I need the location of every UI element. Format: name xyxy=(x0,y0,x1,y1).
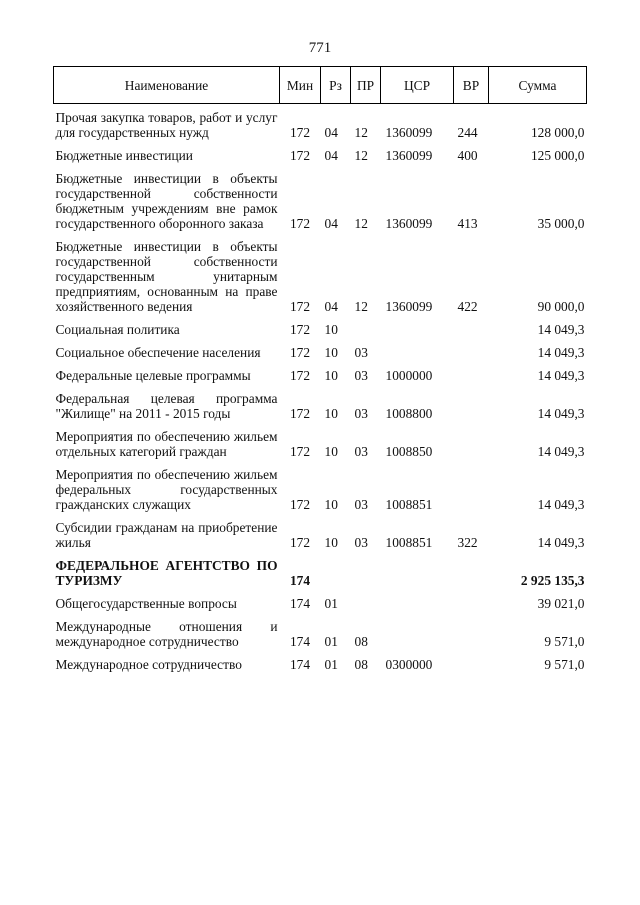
cell-min: 174 xyxy=(289,634,311,649)
cell-csr: 1008800 xyxy=(385,406,433,421)
cell-name: Федеральные целевые программы xyxy=(55,368,251,383)
cell-rz: 10 xyxy=(324,406,338,421)
cell-sum: 14 049,3 xyxy=(537,535,585,550)
cell-sum: 14 049,3 xyxy=(537,368,585,383)
cell-csr xyxy=(381,339,454,362)
cell-csr: 1360099 xyxy=(385,125,433,140)
cell-pr: 03 xyxy=(354,535,368,550)
cell-name: Прочая закупка товаров, работ и услуг для государственных нужд xyxy=(55,110,278,140)
cell-name: Мероприятия по обеспечению жильем федеральных государственных гражданских служащих xyxy=(55,467,278,512)
cell-min: 172 xyxy=(289,148,311,163)
cell-pr xyxy=(351,590,381,613)
cell-name: Международные отношения и международное сотрудничество xyxy=(55,619,278,649)
table-row xyxy=(54,165,587,233)
cell-name: Бюджетные инвестиции в объекты государственной собственности бюджетным учреждениям вне рамок государственного оборонного заказа xyxy=(55,171,278,231)
cell-min: 172 xyxy=(289,345,311,360)
cell-csr: 1360099 xyxy=(385,148,433,163)
cell-name: Бюджетные инвестиции xyxy=(55,148,193,163)
cell-vr xyxy=(454,316,489,339)
cell-pr: 12 xyxy=(354,216,368,231)
cell-min: 172 xyxy=(289,444,311,459)
cell-rz: 01 xyxy=(324,634,338,649)
cell-rz: 10 xyxy=(324,345,338,360)
cell-vr xyxy=(454,651,489,674)
table-row xyxy=(54,514,587,552)
header-name: Наименование xyxy=(54,67,280,104)
cell-csr: 1008851 xyxy=(385,535,433,550)
table-row xyxy=(54,316,587,339)
cell-min: 174 xyxy=(289,596,311,611)
header-pr: ПР xyxy=(351,67,381,104)
cell-sum: 2 925 135,3 xyxy=(520,573,585,588)
cell-name: Общегосударственные вопросы xyxy=(55,596,237,611)
cell-sum: 9 571,0 xyxy=(544,657,585,672)
cell-vr: 244 xyxy=(457,125,478,140)
cell-sum: 14 049,3 xyxy=(537,406,585,421)
cell-vr: 400 xyxy=(457,148,478,163)
cell-rz: 04 xyxy=(324,125,338,140)
cell-pr xyxy=(351,316,381,339)
table-header-row xyxy=(54,67,587,104)
cell-sum: 90 000,0 xyxy=(537,299,585,314)
cell-vr xyxy=(454,339,489,362)
cell-pr: 03 xyxy=(354,406,368,421)
cell-vr xyxy=(454,362,489,385)
cell-min: 172 xyxy=(289,535,311,550)
cell-rz: 10 xyxy=(324,535,338,550)
table-body xyxy=(54,104,587,675)
cell-vr: 422 xyxy=(457,299,478,314)
cell-sum: 128 000,0 xyxy=(530,125,585,140)
cell-sum: 14 049,3 xyxy=(537,444,585,459)
cell-vr: 322 xyxy=(457,535,478,550)
cell-vr xyxy=(454,385,489,423)
cell-min: 174 xyxy=(289,657,311,672)
cell-name: Социальная политика xyxy=(55,322,180,337)
table-row xyxy=(54,233,587,316)
header-rz: Рз xyxy=(321,67,351,104)
cell-vr xyxy=(454,613,489,651)
cell-pr: 03 xyxy=(354,345,368,360)
table-row xyxy=(54,362,587,385)
cell-sum: 14 049,3 xyxy=(537,345,585,360)
header-sum: Сумма xyxy=(489,67,587,104)
cell-pr: 12 xyxy=(354,299,368,314)
cell-pr: 08 xyxy=(354,634,368,649)
cell-csr xyxy=(381,316,454,339)
cell-vr xyxy=(454,423,489,461)
cell-rz: 01 xyxy=(324,596,338,611)
cell-rz: 10 xyxy=(324,444,338,459)
table-row xyxy=(54,651,587,674)
cell-name: Международное сотрудничество xyxy=(55,657,242,672)
table-row xyxy=(54,423,587,461)
header-min: Мин xyxy=(280,67,321,104)
cell-csr: 1360099 xyxy=(385,299,433,314)
cell-name: Социальное обеспечение населения xyxy=(55,345,261,360)
cell-pr: 03 xyxy=(354,444,368,459)
table-row xyxy=(54,613,587,651)
cell-rz: 10 xyxy=(324,368,338,383)
cell-min: 172 xyxy=(289,216,311,231)
cell-sum: 125 000,0 xyxy=(530,148,585,163)
cell-pr: 03 xyxy=(354,368,368,383)
cell-name: Мероприятия по обеспечению жильем отдельных категорий граждан xyxy=(55,429,278,459)
cell-rz: 04 xyxy=(324,216,338,231)
cell-min: 172 xyxy=(289,497,311,512)
cell-vr xyxy=(454,461,489,514)
cell-sum: 14 049,3 xyxy=(537,497,585,512)
cell-name: ФЕДЕРАЛЬНОЕ АГЕНТСТВО ПО ТУРИЗМУ xyxy=(55,558,278,588)
cell-rz: 04 xyxy=(324,299,338,314)
header-vr: ВР xyxy=(454,67,489,104)
cell-sum: 9 571,0 xyxy=(544,634,585,649)
cell-sum: 39 021,0 xyxy=(537,596,585,611)
cell-csr xyxy=(381,613,454,651)
table-row xyxy=(54,104,587,143)
cell-sum: 35 000,0 xyxy=(537,216,585,231)
cell-min: 174 xyxy=(289,573,311,588)
cell-csr: 1008851 xyxy=(385,497,433,512)
cell-min: 172 xyxy=(289,299,311,314)
table-row xyxy=(54,339,587,362)
table-row xyxy=(54,142,587,165)
table-row xyxy=(54,590,587,613)
cell-rz: 10 xyxy=(324,497,338,512)
cell-min: 172 xyxy=(289,368,311,383)
cell-min: 172 xyxy=(289,406,311,421)
cell-pr: 12 xyxy=(354,148,368,163)
cell-name: Субсидии гражданам на приобретение жилья xyxy=(55,520,278,550)
cell-vr xyxy=(454,590,489,613)
table-row xyxy=(54,461,587,514)
cell-pr: 12 xyxy=(354,125,368,140)
budget-table xyxy=(53,66,587,674)
cell-vr: 413 xyxy=(457,216,478,231)
cell-csr xyxy=(381,590,454,613)
cell-pr xyxy=(351,552,381,590)
cell-rz: 10 xyxy=(324,322,338,337)
cell-vr xyxy=(454,552,489,590)
page-number: 771 xyxy=(308,40,332,56)
cell-csr: 1000000 xyxy=(385,368,433,383)
cell-name: Бюджетные инвестиции в объекты государственной собственности государственным унитарным предприятиям, основанным на праве хозяйственного ведения xyxy=(55,239,278,314)
cell-min: 172 xyxy=(289,322,311,337)
table-row xyxy=(54,385,587,423)
cell-csr: 0300000 xyxy=(385,657,433,672)
cell-rz xyxy=(321,552,351,590)
cell-name: Федеральная целевая программа "Жилище" на 2011 - 2015 годы xyxy=(55,391,278,421)
cell-csr: 1360099 xyxy=(385,216,433,231)
header-csr: ЦСР xyxy=(381,67,454,104)
cell-sum: 14 049,3 xyxy=(537,322,585,337)
cell-rz: 01 xyxy=(324,657,338,672)
cell-pr: 08 xyxy=(354,657,368,672)
table-row xyxy=(54,552,587,590)
cell-csr: 1008850 xyxy=(385,444,433,459)
cell-rz: 04 xyxy=(324,148,338,163)
cell-csr xyxy=(381,552,454,590)
cell-min: 172 xyxy=(289,125,311,140)
cell-pr: 03 xyxy=(354,497,368,512)
